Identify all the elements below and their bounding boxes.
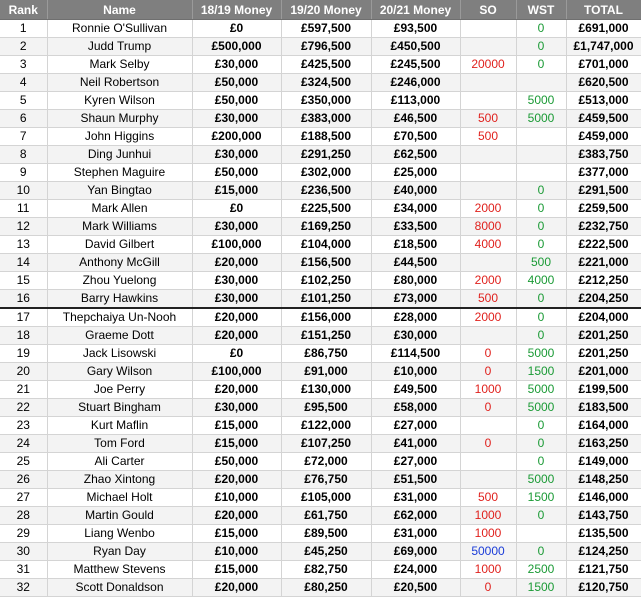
money-1819-cell[interactable]: £15,000 bbox=[192, 525, 281, 543]
money-2021-cell[interactable]: £41,000 bbox=[371, 435, 460, 453]
wst-cell[interactable]: 1500 bbox=[516, 363, 566, 381]
table-row[interactable] bbox=[0, 308, 641, 327]
money-2021-cell[interactable]: £70,500 bbox=[371, 128, 460, 146]
wst-cell[interactable] bbox=[516, 164, 566, 182]
table-body bbox=[0, 20, 641, 597]
wst-cell[interactable]: 0 bbox=[516, 56, 566, 74]
player-name-cell[interactable]: Yan Bingtao bbox=[47, 182, 192, 200]
money-1920-cell[interactable]: £89,500 bbox=[281, 525, 371, 543]
money-1920-cell[interactable]: £45,250 bbox=[281, 543, 371, 561]
player-name-cell[interactable]: Zhou Yuelong bbox=[47, 272, 192, 290]
money-2021-cell[interactable]: £27,000 bbox=[371, 417, 460, 435]
wst-cell[interactable]: 0 bbox=[516, 182, 566, 200]
rank-cell[interactable]: 1 bbox=[0, 20, 47, 38]
money-1819-cell[interactable]: £20,000 bbox=[192, 381, 281, 399]
wst-cell[interactable]: 0 bbox=[516, 38, 566, 56]
rank-cell[interactable]: 32 bbox=[0, 579, 47, 597]
rank-cell[interactable]: 28 bbox=[0, 507, 47, 525]
money-1920-cell[interactable]: £188,500 bbox=[281, 128, 371, 146]
wst-cell[interactable]: 0 bbox=[516, 290, 566, 309]
money-1819-cell[interactable]: £20,000 bbox=[192, 308, 281, 327]
player-name-cell[interactable]: Kyren Wilson bbox=[47, 92, 192, 110]
table-row[interactable] bbox=[0, 38, 641, 56]
rank-cell[interactable]: 8 bbox=[0, 146, 47, 164]
so-cell[interactable]: 4000 bbox=[460, 236, 516, 254]
rank-cell[interactable]: 27 bbox=[0, 489, 47, 507]
table-row[interactable] bbox=[0, 182, 641, 200]
so-cell[interactable] bbox=[460, 471, 516, 489]
so-cell[interactable]: 0 bbox=[460, 435, 516, 453]
total-cell[interactable]: £1,747,000 bbox=[566, 38, 641, 56]
table-row[interactable] bbox=[0, 579, 641, 597]
money-1920-cell[interactable]: £291,250 bbox=[281, 146, 371, 164]
wst-cell[interactable] bbox=[516, 525, 566, 543]
total-cell[interactable]: £204,000 bbox=[566, 308, 641, 327]
money-1819-cell[interactable]: £15,000 bbox=[192, 435, 281, 453]
table-row[interactable] bbox=[0, 290, 641, 309]
wst-cell[interactable]: 1500 bbox=[516, 489, 566, 507]
total-cell[interactable]: £701,000 bbox=[566, 56, 641, 74]
money-1920-cell[interactable]: £597,500 bbox=[281, 20, 371, 38]
rank-cell[interactable]: 17 bbox=[0, 308, 47, 327]
money-2021-cell[interactable]: £34,000 bbox=[371, 200, 460, 218]
player-name-cell[interactable]: Barry Hawkins bbox=[47, 290, 192, 309]
so-cell[interactable]: 0 bbox=[460, 579, 516, 597]
player-name-cell[interactable]: Mark Williams bbox=[47, 218, 192, 236]
wst-cell[interactable]: 0 bbox=[516, 453, 566, 471]
money-1920-cell[interactable]: £302,000 bbox=[281, 164, 371, 182]
total-cell[interactable]: £620,500 bbox=[566, 74, 641, 92]
player-name-cell[interactable]: Neil Robertson bbox=[47, 74, 192, 92]
total-cell[interactable]: £199,500 bbox=[566, 381, 641, 399]
money-1819-cell[interactable]: £100,000 bbox=[192, 363, 281, 381]
rank-cell[interactable]: 4 bbox=[0, 74, 47, 92]
money-1920-cell[interactable]: £107,250 bbox=[281, 435, 371, 453]
money-1819-cell[interactable]: £0 bbox=[192, 200, 281, 218]
money-2021-cell[interactable]: £31,000 bbox=[371, 489, 460, 507]
so-cell[interactable] bbox=[460, 74, 516, 92]
so-cell[interactable]: 1000 bbox=[460, 507, 516, 525]
money-2021-cell[interactable]: £40,000 bbox=[371, 182, 460, 200]
money-1920-cell[interactable]: £383,000 bbox=[281, 110, 371, 128]
player-name-cell[interactable]: John Higgins bbox=[47, 128, 192, 146]
player-name-cell[interactable]: Kurt Maflin bbox=[47, 417, 192, 435]
money-2021-cell[interactable]: £24,000 bbox=[371, 561, 460, 579]
player-name-cell[interactable]: Martin Gould bbox=[47, 507, 192, 525]
money-1920-cell[interactable]: £76,750 bbox=[281, 471, 371, 489]
header-total[interactable]: TOTAL bbox=[566, 0, 641, 20]
table-row[interactable] bbox=[0, 543, 641, 561]
table-row[interactable] bbox=[0, 417, 641, 435]
rank-cell[interactable]: 2 bbox=[0, 38, 47, 56]
money-1920-cell[interactable]: £796,500 bbox=[281, 38, 371, 56]
table-row[interactable] bbox=[0, 92, 641, 110]
rank-cell[interactable]: 16 bbox=[0, 290, 47, 309]
money-2021-cell[interactable]: £73,000 bbox=[371, 290, 460, 309]
so-cell[interactable] bbox=[460, 327, 516, 345]
money-1819-cell[interactable]: £50,000 bbox=[192, 74, 281, 92]
player-name-cell[interactable]: Scott Donaldson bbox=[47, 579, 192, 597]
table-row[interactable] bbox=[0, 20, 641, 38]
money-1920-cell[interactable]: £61,750 bbox=[281, 507, 371, 525]
so-cell[interactable]: 2000 bbox=[460, 308, 516, 327]
table-row[interactable] bbox=[0, 218, 641, 236]
player-name-cell[interactable]: Judd Trump bbox=[47, 38, 192, 56]
wst-cell[interactable]: 5000 bbox=[516, 471, 566, 489]
total-cell[interactable]: £164,000 bbox=[566, 417, 641, 435]
money-1819-cell[interactable]: £20,000 bbox=[192, 327, 281, 345]
money-1920-cell[interactable]: £122,000 bbox=[281, 417, 371, 435]
total-cell[interactable]: £120,750 bbox=[566, 579, 641, 597]
table-row[interactable] bbox=[0, 525, 641, 543]
money-1920-cell[interactable]: £102,250 bbox=[281, 272, 371, 290]
rank-cell[interactable]: 15 bbox=[0, 272, 47, 290]
money-2021-cell[interactable]: £46,500 bbox=[371, 110, 460, 128]
rank-cell[interactable]: 7 bbox=[0, 128, 47, 146]
rank-cell[interactable]: 6 bbox=[0, 110, 47, 128]
rank-cell[interactable]: 5 bbox=[0, 92, 47, 110]
money-1920-cell[interactable]: £130,000 bbox=[281, 381, 371, 399]
table-row[interactable] bbox=[0, 272, 641, 290]
so-cell[interactable] bbox=[460, 92, 516, 110]
total-cell[interactable]: £149,000 bbox=[566, 453, 641, 471]
money-1920-cell[interactable]: £169,250 bbox=[281, 218, 371, 236]
player-name-cell[interactable]: Michael Holt bbox=[47, 489, 192, 507]
table-row[interactable] bbox=[0, 471, 641, 489]
money-1819-cell[interactable]: £50,000 bbox=[192, 164, 281, 182]
money-2021-cell[interactable]: £51,500 bbox=[371, 471, 460, 489]
table-row[interactable] bbox=[0, 236, 641, 254]
money-2021-cell[interactable]: £25,000 bbox=[371, 164, 460, 182]
player-name-cell[interactable]: Mark Selby bbox=[47, 56, 192, 74]
total-cell[interactable]: £146,000 bbox=[566, 489, 641, 507]
money-2021-cell[interactable]: £31,000 bbox=[371, 525, 460, 543]
money-2021-cell[interactable]: £245,500 bbox=[371, 56, 460, 74]
table-row[interactable] bbox=[0, 399, 641, 417]
wst-cell[interactable] bbox=[516, 146, 566, 164]
table-row[interactable] bbox=[0, 489, 641, 507]
rank-cell[interactable]: 26 bbox=[0, 471, 47, 489]
player-name-cell[interactable]: Tom Ford bbox=[47, 435, 192, 453]
wst-cell[interactable]: 5000 bbox=[516, 381, 566, 399]
so-cell[interactable] bbox=[460, 164, 516, 182]
rank-cell[interactable]: 29 bbox=[0, 525, 47, 543]
so-cell[interactable]: 0 bbox=[460, 399, 516, 417]
player-name-cell[interactable]: Joe Perry bbox=[47, 381, 192, 399]
total-cell[interactable]: £201,250 bbox=[566, 327, 641, 345]
wst-cell[interactable]: 0 bbox=[516, 435, 566, 453]
so-cell[interactable]: 500 bbox=[460, 110, 516, 128]
wst-cell[interactable]: 0 bbox=[516, 507, 566, 525]
header-name[interactable]: Name bbox=[47, 0, 192, 20]
rank-cell[interactable]: 11 bbox=[0, 200, 47, 218]
money-1819-cell[interactable]: £200,000 bbox=[192, 128, 281, 146]
table-row[interactable] bbox=[0, 128, 641, 146]
so-cell[interactable]: 20000 bbox=[460, 56, 516, 74]
table-row[interactable] bbox=[0, 435, 641, 453]
wst-cell[interactable]: 0 bbox=[516, 200, 566, 218]
money-1819-cell[interactable]: £15,000 bbox=[192, 182, 281, 200]
table-row[interactable] bbox=[0, 254, 641, 272]
money-1920-cell[interactable]: £156,500 bbox=[281, 254, 371, 272]
rank-cell[interactable]: 20 bbox=[0, 363, 47, 381]
money-2021-cell[interactable]: £18,500 bbox=[371, 236, 460, 254]
total-cell[interactable]: £291,500 bbox=[566, 182, 641, 200]
money-1819-cell[interactable]: £20,000 bbox=[192, 471, 281, 489]
money-1819-cell[interactable]: £30,000 bbox=[192, 110, 281, 128]
money-2021-cell[interactable]: £20,500 bbox=[371, 579, 460, 597]
player-name-cell[interactable]: Ryan Day bbox=[47, 543, 192, 561]
total-cell[interactable]: £513,000 bbox=[566, 92, 641, 110]
money-1920-cell[interactable]: £80,250 bbox=[281, 579, 371, 597]
header-2021-money[interactable]: 20/21 Money bbox=[371, 0, 460, 20]
rank-cell[interactable]: 18 bbox=[0, 327, 47, 345]
money-1920-cell[interactable]: £151,250 bbox=[281, 327, 371, 345]
player-name-cell[interactable]: Liang Wenbo bbox=[47, 525, 192, 543]
money-1920-cell[interactable]: £72,000 bbox=[281, 453, 371, 471]
money-1819-cell[interactable]: £10,000 bbox=[192, 489, 281, 507]
money-2021-cell[interactable]: £62,500 bbox=[371, 146, 460, 164]
rank-cell[interactable]: 3 bbox=[0, 56, 47, 74]
wst-cell[interactable] bbox=[516, 74, 566, 92]
total-cell[interactable]: £201,250 bbox=[566, 345, 641, 363]
money-1819-cell[interactable]: £30,000 bbox=[192, 218, 281, 236]
rank-cell[interactable]: 14 bbox=[0, 254, 47, 272]
rank-cell[interactable]: 10 bbox=[0, 182, 47, 200]
table-row[interactable] bbox=[0, 507, 641, 525]
table-row[interactable] bbox=[0, 56, 641, 74]
rank-cell[interactable]: 30 bbox=[0, 543, 47, 561]
money-1920-cell[interactable]: £95,500 bbox=[281, 399, 371, 417]
so-cell[interactable] bbox=[460, 20, 516, 38]
rank-cell[interactable]: 23 bbox=[0, 417, 47, 435]
rank-cell[interactable]: 12 bbox=[0, 218, 47, 236]
player-name-cell[interactable]: Stephen Maguire bbox=[47, 164, 192, 182]
rank-cell[interactable]: 19 bbox=[0, 345, 47, 363]
header-rank[interactable]: Rank bbox=[0, 0, 47, 20]
rank-cell[interactable]: 13 bbox=[0, 236, 47, 254]
money-2021-cell[interactable]: £113,000 bbox=[371, 92, 460, 110]
table-row[interactable] bbox=[0, 200, 641, 218]
header-1920-money[interactable]: 19/20 Money bbox=[281, 0, 371, 20]
wst-cell[interactable]: 5000 bbox=[516, 110, 566, 128]
header-1819-money[interactable]: 18/19 Money bbox=[192, 0, 281, 20]
total-cell[interactable]: £148,250 bbox=[566, 471, 641, 489]
so-cell[interactable]: 1000 bbox=[460, 381, 516, 399]
wst-cell[interactable]: 0 bbox=[516, 308, 566, 327]
rank-cell[interactable]: 24 bbox=[0, 435, 47, 453]
so-cell[interactable]: 50000 bbox=[460, 543, 516, 561]
money-1819-cell[interactable]: £15,000 bbox=[192, 561, 281, 579]
total-cell[interactable]: £383,750 bbox=[566, 146, 641, 164]
money-2021-cell[interactable]: £49,500 bbox=[371, 381, 460, 399]
money-1920-cell[interactable]: £236,500 bbox=[281, 182, 371, 200]
money-1920-cell[interactable]: £225,500 bbox=[281, 200, 371, 218]
money-1819-cell[interactable]: £15,000 bbox=[192, 417, 281, 435]
money-1920-cell[interactable]: £324,500 bbox=[281, 74, 371, 92]
total-cell[interactable]: £691,000 bbox=[566, 20, 641, 38]
total-cell[interactable]: £459,000 bbox=[566, 128, 641, 146]
total-cell[interactable]: £221,000 bbox=[566, 254, 641, 272]
money-2021-cell[interactable]: £27,000 bbox=[371, 453, 460, 471]
player-name-cell[interactable]: Shaun Murphy bbox=[47, 110, 192, 128]
wst-cell[interactable]: 0 bbox=[516, 20, 566, 38]
player-name-cell[interactable]: Gary Wilson bbox=[47, 363, 192, 381]
player-name-cell[interactable]: Thepchaiya Un-Nooh bbox=[47, 308, 192, 327]
total-cell[interactable]: £121,750 bbox=[566, 561, 641, 579]
table-row[interactable] bbox=[0, 363, 641, 381]
money-2021-cell[interactable]: £30,000 bbox=[371, 327, 460, 345]
table-row[interactable] bbox=[0, 74, 641, 92]
money-1920-cell[interactable]: £82,750 bbox=[281, 561, 371, 579]
money-2021-cell[interactable]: £80,000 bbox=[371, 272, 460, 290]
total-cell[interactable]: £204,250 bbox=[566, 290, 641, 309]
money-1819-cell[interactable]: £30,000 bbox=[192, 399, 281, 417]
so-cell[interactable]: 2000 bbox=[460, 272, 516, 290]
total-cell[interactable]: £259,500 bbox=[566, 200, 641, 218]
table-row[interactable] bbox=[0, 453, 641, 471]
so-cell[interactable] bbox=[460, 417, 516, 435]
header-row bbox=[0, 0, 641, 20]
so-cell[interactable] bbox=[460, 254, 516, 272]
money-1819-cell[interactable]: £50,000 bbox=[192, 453, 281, 471]
money-2021-cell[interactable]: £114,500 bbox=[371, 345, 460, 363]
total-cell[interactable]: £222,500 bbox=[566, 236, 641, 254]
money-2021-cell[interactable]: £44,500 bbox=[371, 254, 460, 272]
table-row[interactable] bbox=[0, 561, 641, 579]
wst-cell[interactable]: 0 bbox=[516, 236, 566, 254]
money-2021-cell[interactable]: £69,000 bbox=[371, 543, 460, 561]
money-2021-cell[interactable]: £450,500 bbox=[371, 38, 460, 56]
player-name-cell[interactable]: Jack Lisowski bbox=[47, 345, 192, 363]
player-name-cell[interactable]: Zhao Xintong bbox=[47, 471, 192, 489]
so-cell[interactable] bbox=[460, 146, 516, 164]
wst-cell[interactable]: 0 bbox=[516, 218, 566, 236]
rank-cell[interactable]: 22 bbox=[0, 399, 47, 417]
rank-cell[interactable]: 25 bbox=[0, 453, 47, 471]
money-2021-cell[interactable]: £62,000 bbox=[371, 507, 460, 525]
so-cell[interactable]: 0 bbox=[460, 345, 516, 363]
money-1920-cell[interactable]: £156,000 bbox=[281, 308, 371, 327]
wst-cell[interactable]: 0 bbox=[516, 327, 566, 345]
player-name-cell[interactable]: Ronnie O'Sullivan bbox=[47, 20, 192, 38]
total-cell[interactable]: £183,500 bbox=[566, 399, 641, 417]
player-name-cell[interactable]: Ding Junhui bbox=[47, 146, 192, 164]
money-2021-cell[interactable]: £33,500 bbox=[371, 218, 460, 236]
rank-cell[interactable]: 9 bbox=[0, 164, 47, 182]
so-cell[interactable]: 500 bbox=[460, 290, 516, 309]
total-cell[interactable]: £377,000 bbox=[566, 164, 641, 182]
total-cell[interactable]: £124,250 bbox=[566, 543, 641, 561]
header-wst[interactable]: WST bbox=[516, 0, 566, 20]
player-name-cell[interactable]: Ali Carter bbox=[47, 453, 192, 471]
wst-cell[interactable]: 1500 bbox=[516, 579, 566, 597]
table-row[interactable] bbox=[0, 327, 641, 345]
money-1819-cell[interactable]: £20,000 bbox=[192, 579, 281, 597]
money-1920-cell[interactable]: £105,000 bbox=[281, 489, 371, 507]
money-1920-cell[interactable]: £91,000 bbox=[281, 363, 371, 381]
table-row[interactable] bbox=[0, 345, 641, 363]
money-1819-cell[interactable]: £30,000 bbox=[192, 290, 281, 309]
so-cell[interactable]: 1000 bbox=[460, 525, 516, 543]
wst-cell[interactable]: 5000 bbox=[516, 345, 566, 363]
player-name-cell[interactable]: Graeme Dott bbox=[47, 327, 192, 345]
money-1819-cell[interactable]: £30,000 bbox=[192, 56, 281, 74]
wst-cell[interactable]: 0 bbox=[516, 417, 566, 435]
so-cell[interactable] bbox=[460, 182, 516, 200]
total-cell[interactable]: £135,500 bbox=[566, 525, 641, 543]
money-1819-cell[interactable]: £0 bbox=[192, 345, 281, 363]
player-name-cell[interactable]: Anthony McGill bbox=[47, 254, 192, 272]
so-cell[interactable] bbox=[460, 38, 516, 56]
total-cell[interactable]: £459,500 bbox=[566, 110, 641, 128]
rank-cell[interactable]: 21 bbox=[0, 381, 47, 399]
money-1819-cell[interactable]: £100,000 bbox=[192, 236, 281, 254]
total-cell[interactable]: £163,250 bbox=[566, 435, 641, 453]
total-cell[interactable]: £232,750 bbox=[566, 218, 641, 236]
wst-cell[interactable]: 4000 bbox=[516, 272, 566, 290]
so-cell[interactable]: 500 bbox=[460, 489, 516, 507]
money-1920-cell[interactable]: £86,750 bbox=[281, 345, 371, 363]
money-2021-cell[interactable]: £93,500 bbox=[371, 20, 460, 38]
money-1819-cell[interactable]: £10,000 bbox=[192, 543, 281, 561]
money-1819-cell[interactable]: £30,000 bbox=[192, 272, 281, 290]
so-cell[interactable]: 500 bbox=[460, 128, 516, 146]
header-so[interactable]: SO bbox=[460, 0, 516, 20]
table-row[interactable] bbox=[0, 110, 641, 128]
so-cell[interactable] bbox=[460, 453, 516, 471]
money-1819-cell[interactable]: £20,000 bbox=[192, 507, 281, 525]
table-row[interactable] bbox=[0, 146, 641, 164]
money-1920-cell[interactable]: £350,000 bbox=[281, 92, 371, 110]
wst-cell[interactable]: 2500 bbox=[516, 561, 566, 579]
money-2021-cell[interactable]: £10,000 bbox=[371, 363, 460, 381]
money-2021-cell[interactable]: £28,000 bbox=[371, 308, 460, 327]
so-cell[interactable]: 0 bbox=[460, 363, 516, 381]
wst-cell[interactable] bbox=[516, 128, 566, 146]
money-1920-cell[interactable]: £104,000 bbox=[281, 236, 371, 254]
money-1819-cell[interactable]: £30,000 bbox=[192, 146, 281, 164]
total-cell[interactable]: £201,000 bbox=[566, 363, 641, 381]
rank-cell[interactable]: 31 bbox=[0, 561, 47, 579]
money-2021-cell[interactable]: £246,000 bbox=[371, 74, 460, 92]
money-1819-cell[interactable]: £500,000 bbox=[192, 38, 281, 56]
wst-cell[interactable]: 5000 bbox=[516, 92, 566, 110]
player-name-cell[interactable]: Mark Allen bbox=[47, 200, 192, 218]
so-cell[interactable]: 2000 bbox=[460, 200, 516, 218]
player-name-cell[interactable]: Stuart Bingham bbox=[47, 399, 192, 417]
total-cell[interactable]: £143,750 bbox=[566, 507, 641, 525]
money-1920-cell[interactable]: £101,250 bbox=[281, 290, 371, 309]
wst-cell[interactable]: 0 bbox=[516, 543, 566, 561]
total-cell[interactable]: £212,250 bbox=[566, 272, 641, 290]
money-1819-cell[interactable]: £20,000 bbox=[192, 254, 281, 272]
money-1819-cell[interactable]: £50,000 bbox=[192, 92, 281, 110]
wst-cell[interactable]: 5000 bbox=[516, 399, 566, 417]
player-name-cell[interactable]: David Gilbert bbox=[47, 236, 192, 254]
table-row[interactable] bbox=[0, 381, 641, 399]
so-cell[interactable]: 8000 bbox=[460, 218, 516, 236]
wst-cell[interactable]: 500 bbox=[516, 254, 566, 272]
player-name-cell[interactable]: Matthew Stevens bbox=[47, 561, 192, 579]
so-cell[interactable]: 1000 bbox=[460, 561, 516, 579]
money-2021-cell[interactable]: £58,000 bbox=[371, 399, 460, 417]
money-1819-cell[interactable]: £0 bbox=[192, 20, 281, 38]
money-1920-cell[interactable]: £425,500 bbox=[281, 56, 371, 74]
table-row[interactable] bbox=[0, 164, 641, 182]
